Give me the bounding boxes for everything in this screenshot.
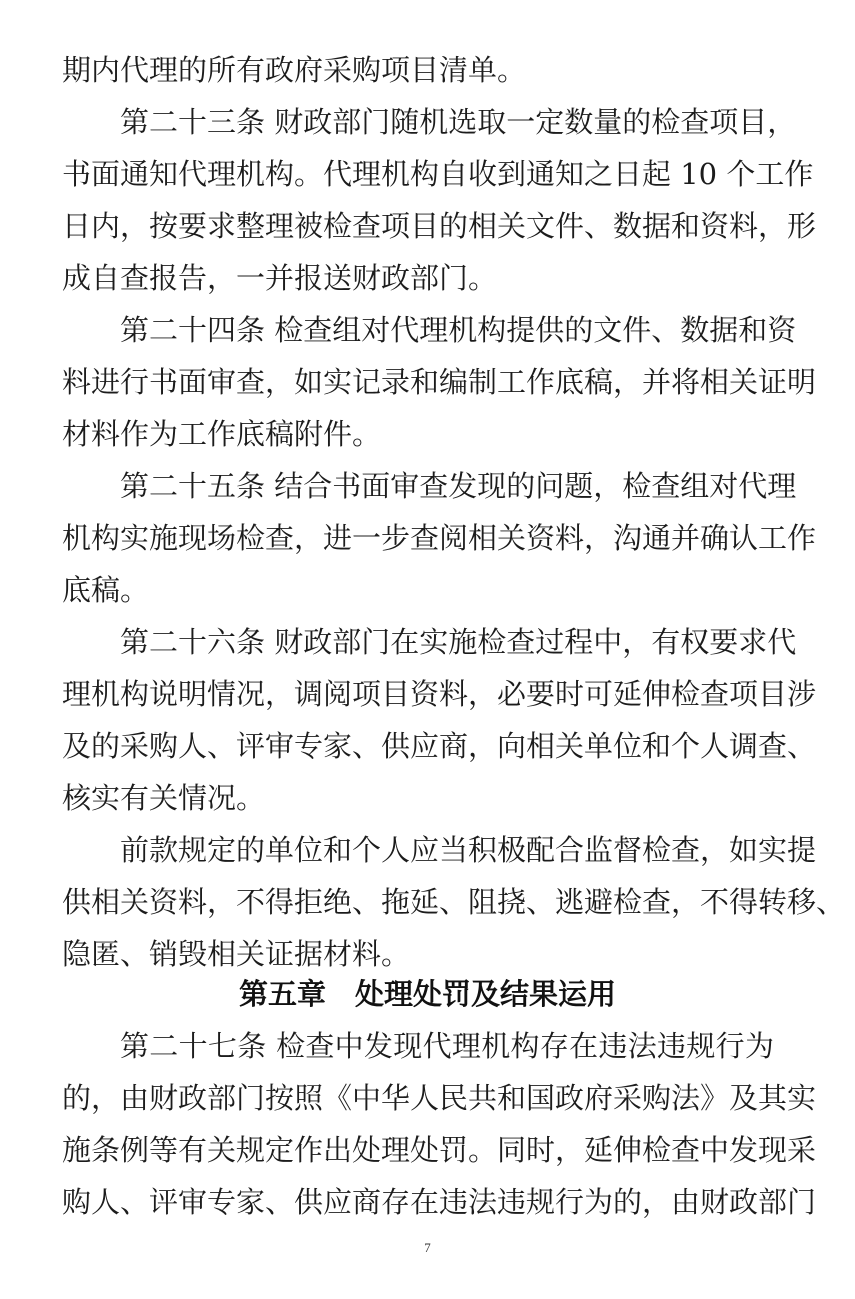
paragraph-line: 日内，按要求整理被检查项目的相关文件、数据和资料，形 [62, 209, 817, 243]
paragraph-line: 理机构说明情况，调阅项目资料，必要时可延伸检查项目涉 [62, 677, 817, 711]
page-number: 7 [424, 1240, 431, 1255]
paragraph-line: 核实有关情况。 [62, 781, 266, 815]
paragraph-line: 书面通知代理机构。代理机构自收到通知之日起 10 个工作 [62, 157, 814, 191]
paragraph-line: 供相关资料，不得拒绝、拖延、阻挠、逃避检查，不得转移、 [62, 885, 846, 919]
paragraph-line: 底稿。 [62, 573, 150, 607]
article-26-line: 第二十六条 财政部门在实施检查过程中，有权要求代 [120, 625, 797, 659]
paragraph-line: 隐匿、销毁相关证据材料。 [62, 937, 411, 971]
paragraph-line: 期内代理的所有政府采购项目清单。 [62, 53, 527, 87]
paragraph-line: 料进行书面审查，如实记录和编制工作底稿，并将相关证明 [62, 365, 817, 399]
paragraph-line: 的，由财政部门按照《中华人民共和国政府采购法》及其实 [62, 1081, 817, 1115]
article-23-line: 第二十三条 财政部门随机选取一定数量的检查项目， [120, 105, 797, 139]
paragraph-line: 成自查报告，一并报送财政部门。 [62, 261, 498, 295]
paragraph-line: 施条例等有关规定作出处理处罚。同时，延伸检查中发现采 [62, 1133, 817, 1167]
article-27-line: 第二十七条 检查中发现代理机构存在违法违规行为 [120, 1029, 774, 1063]
paragraph-line: 购人、评审专家、供应商存在违法违规行为的，由财政部门 [62, 1185, 817, 1219]
paragraph-line: 及的采购人、评审专家、供应商，向相关单位和个人调查、 [62, 729, 817, 763]
chapter-heading: 第五章 处理处罚及结果运用 [238, 977, 616, 1011]
article-24-line: 第二十四条 检查组对代理机构提供的文件、数据和资 [120, 313, 797, 347]
paragraph-line: 机构实施现场检查，进一步查阅相关资料，沟通并确认工作 [62, 521, 817, 555]
paragraph-line: 材料作为工作底稿附件。 [62, 417, 382, 451]
paragraph-first-line: 前款规定的单位和个人应当积极配合监督检查，如实提 [120, 833, 817, 867]
article-25-line: 第二十五条 结合书面审查发现的问题，检查组对代理 [120, 469, 797, 503]
